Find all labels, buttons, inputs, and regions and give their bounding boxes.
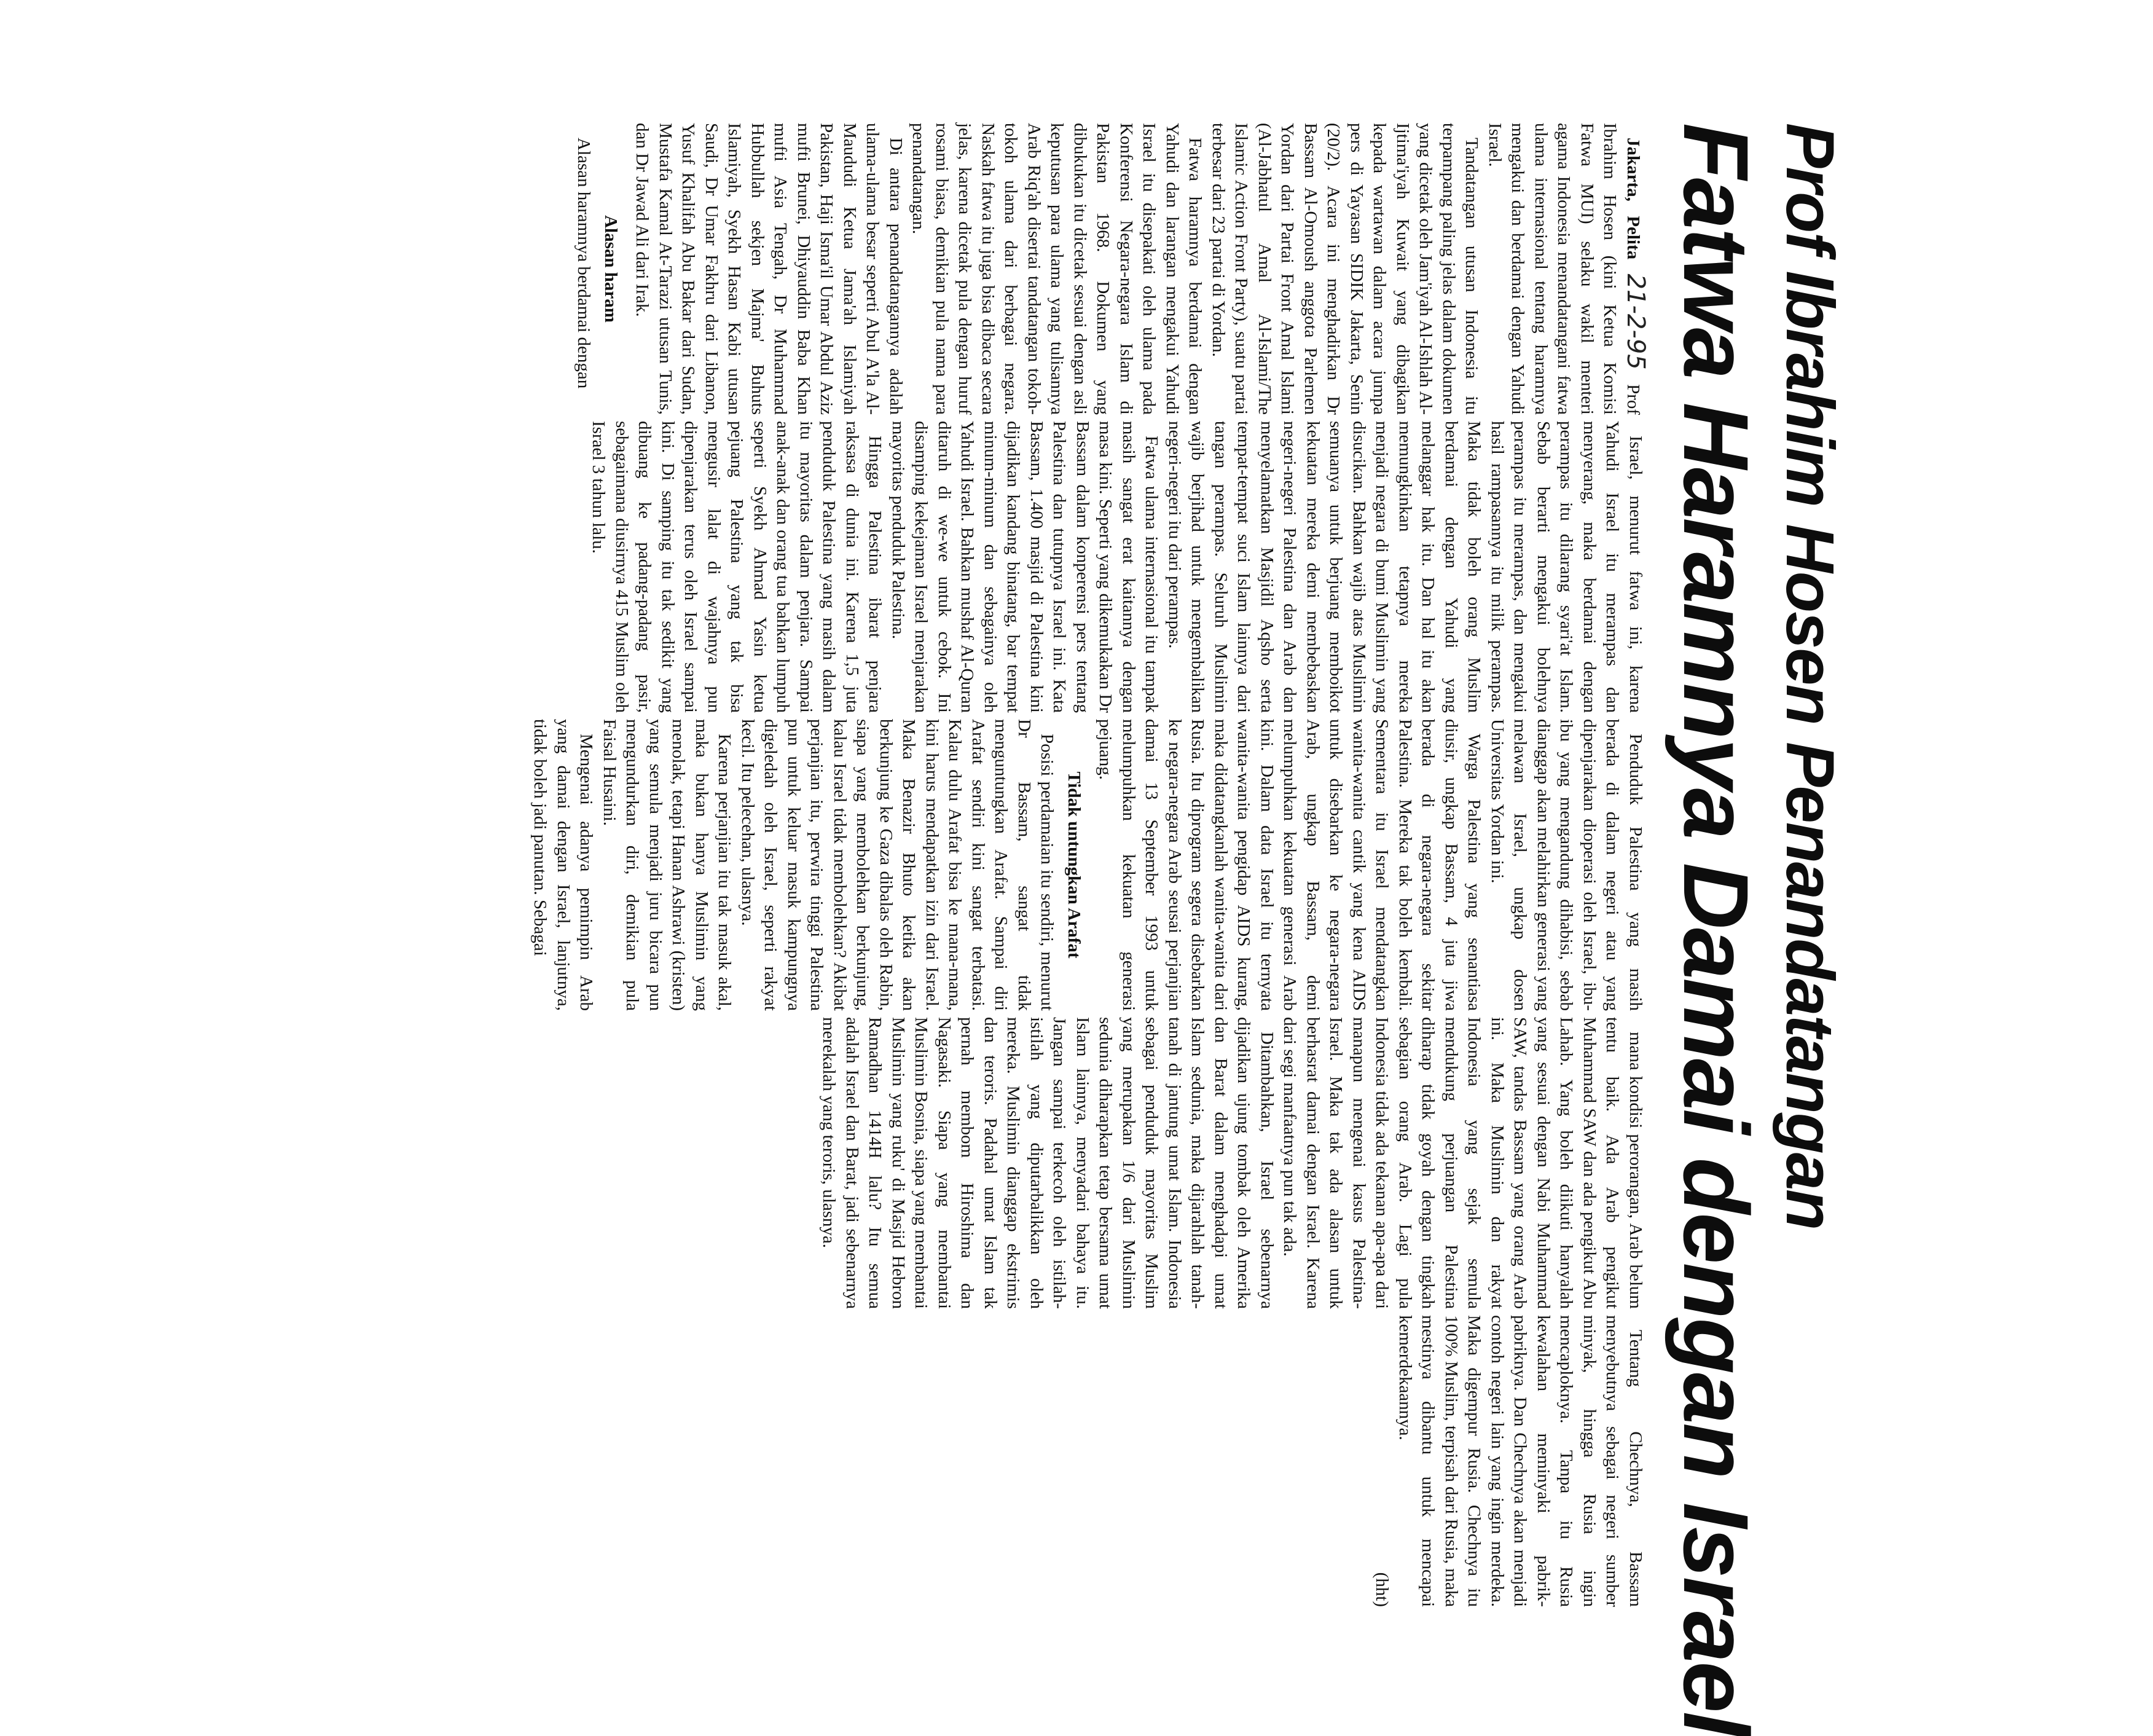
- article-column-3: [530, 719, 1647, 1011]
- paragraph: Tandatangan utusan Indonesia itu terpampang paling jelas dalam dokumen yang dicetak oleh Jam'iyah Al-Ishlah Al-Ijtima'iyah Kuwait yang dibagikan kepada wartawan dalam acara jumpa pers di Yayasan SIDIK Jakarta, Senin (20/2). Acara ini menghadirkan Dr Bassam Al-Omoush anggota Parlemen Yordan dari Partai Front Amal Islami (Al-Jabhatul Amal Al-Islami/The Islamic Action Front Party), suatu partai terbesar dari 23 partai di Yordan.: [1209, 123, 1482, 415]
- paragraph: Penduduk Palestina yang masih berada di dalam negeri atau yang dipenjarakan dioperasi oleh Israel, ibu-ibu yang mengandung dihabisi, sebab dianggap akan melahirkan generasi yang melawan Israel, ungkap dosen Universitas Yordan ini.: [1488, 719, 1645, 1011]
- paragraph: Alasan haramnya berdamai dengan: [574, 138, 594, 389]
- subhead-tidak-untungkan-arafat: Tidak untungkan Arafat: [1064, 771, 1084, 959]
- paragraph: Fatwa ulama internasional itu tampak masih sangat erat kaitannya dengan masa kini. Seperti yang dikemukakan Dr Bassam dalam konperensi pers tentang Palestina dan tutupnya Israel ini. Kata Bassam, 1.400 masjid di Palestina kini dijadikan kandang binatang, bar tempat minum-minum dan sebagainya oleh Yahudi Israel. Bahkan mushaf Al-Quran ditaruh di we-we untuk cebok. Ini disamping kekejaman Israel menjarakan mayoritas penduduk Palestina.: [888, 421, 1162, 713]
- paragraph: Posisi perdamaian itu sendiri, menurut Dr Bassam, sangat tidak menguntungkan Arafat. Sampai diri Arafat sendiri kini sangat terbatasi. Kalau dulu Arafat bisa ke mana-mana, kini harus mendapatkan izin dari Israel. Maka Benazir Bhuto ketika akan berkunjung ke Gaza dibalas oleh Rabin, siapa yang membolehkan berkunjung, kalau Israel tidak membolehkan? Akibat perjanjian itu, perwira tinggi Palestina pun untuk keluar masuk kampungnya digeledah oleh Israel, seperti rakyat kecil. Itu pelecehan, ulasnya.: [738, 719, 1057, 1011]
- author-signoff: (hht): [1372, 1572, 1392, 1607]
- article-column-1: [574, 123, 1650, 415]
- article-column-2: [575, 421, 1647, 713]
- paragraph: Di antara penandatangannya adalah ulama-ulama besar seperti Abul A'la Al-Maududi Ketua Jama'ah Islamiyah Pakistan, Haji Isma'il Umar Abdul Aziz mufti Brunei, Dhiyauddin Baba Khan mufti Asia Tengah, Dr Muhammad Hubbullah sekjen Majma' Buhuts Islamiyah, Syekh Hasan Kabi utusan Saudi, Dr Umar Fakhru dari Libanon, Yusuf Khalifah Abu Bakar dari Sudan, Mustafa Kamal At-Tarazi utusan Tunis, dan Dr Jawad Ali dari Irak.: [632, 123, 906, 415]
- article-column-4: [575, 1017, 1647, 1309]
- paragraph: mana kondisi perorangan, Arab belum tentu baik. Ada Arab pengikut Muhammad SAW dan ada pengikut Abu Lahab. Yang boleh diikuti hanyalah yang sesuai dengan Nabi Muhammad SAW, tandas Bassam yang orang Arab ini. Maka Muslimin dan rakyat Indonesia yang sejak semula mendukung perjuangan Palestina diharap tidak goyah dengan tingkah sebagian orang Arab. Lagi pula Indonesia tidak ada tekanan apa-apa dari manapun mengenai kasus Palestina-Israel. Maka tak ada alasan untuk berhasrat damai dengan Israel. Karena dari segi manfaatnya pun tak ada.: [1280, 1017, 1645, 1309]
- lead-paragraph: [1483, 123, 1650, 415]
- paragraph: Tentang Chechnya, Bassam menyebutnya sebagai negeri sumber minyak, hingga Rusia ingin mencaploknya. Tanpa itu Rusia kewalahan meminyaki pabrik-pabriknya. Dan Chechnya akan menjadi contoh negeri lain yang ingin merdeka. Maka digempur Rusia. Chechnya itu 100% Muslim, terpisah dari Rusia, maka mestinya dibantu untuk mencapai kemerdekaannya.: [1395, 1315, 1645, 1607]
- newspaper-clipping: [530, 123, 1849, 1736]
- paragraph: Karena perjanjian itu tak masuk akal, maka bukan hanya Muslimin yang menolak, tetapi Hanan Ashrawi (kristen) yang semula menjadi juru bicara pun mengundurkan diri, demikian pula Faisal Husaini.: [600, 719, 735, 1011]
- paragraph: Hingga Palestina ibarat penjara raksasa di dunia ini. Karena 1,5 juta penduduk Palestina yang masih dalam itu mayoritas dalam penjara. Sampai anak-anak dan orang tua bahkan lumpuh seperti Syekh Ahmad Yasin ketua pejuang Palestina yang tak bisa mengusir lalat di wajahnya pun dipenjarakan terus oleh Israel sampai kini. Di samping itu tak sedikit yang dibuang ke padang-padang pasir, sebagaimana diusirnya 415 Muslim oleh Israel 3 tahun lalu.: [589, 421, 885, 713]
- dateline: Jakarta, Pelita: [1623, 138, 1643, 260]
- signoff-line: [1370, 1315, 1394, 1607]
- article-headline: Fatwa Haramnya Damai dengan Israel: [1665, 123, 1768, 1736]
- paragraph: Warga Palestina yang senantiasa diusir, ungkap Bassam, 4 juta jiwa berada di negara-negara sekitar Palestina. Mereka tak boleh kembali. Sementara itu Israel mendatangkan wanita-wanita cantik yang kena AIDS untuk disebarkan ke negara-negara Arab, ungkap Bassam, demi melumpuhkan kekuatan generasi Arab kini. Dalam data Israel itu ternyata wanita-wanita pengidap AIDS kurang, maka didatangkanlah wanita-wanita dari Rusia. Itu diprogram segera disebarkan ke negara-negara Arab seusai perjanjian damai 13 September 1993 untuk melumpuhkan kekuatan generasi pejuang.: [1096, 719, 1484, 1011]
- paragraph-text: Prof Ibrahim Hosen (kini Ketua Komisi Fatwa MUI) selaku wakil menteri agama Indonesia menandatangani fatwa ulama internasional tentang haramnya mengakui dan berdamai dengan Yahudi Israel.: [1485, 123, 1643, 415]
- article-kicker: Prof Ibrahim Hosen Penandatangan: [1772, 123, 1848, 1230]
- paragraph: Israel, menurut fatwa ini, karena Yahudi Israel itu merampas dan menyerang, maka berdamai dengan perampas itu dilarang syari'at Islam. Sebab berarti mengakui bolehnya perampas itu merampas, dan mengakui hasil rampasannya itu milik perampas. Maka tidak boleh orang Muslim berdamai dengan Yahudi yang melanggar hak itu. Dan hal itu akan memungkinkan tetapnya mereka menjadi negara di bumi Muslimin yang disucikan. Bahkan wajib atas Muslimin semuanya untuk berjuang memboikot kekuatan mereka demi membebaskan negeri-negeri Palestina dan Arab dan menyelamatkan Masjidil Aqsho serta tempat-tempat suci Islam lainnya dari tangan perampas. Seluruh Muslimin wajib berjihad untuk mengembalikan negeri-negeri itu dari perampas.: [1165, 421, 1645, 713]
- paragraph: Fatwa haramnya berdamai dengan Yahudi dan larangan mengakui Yahudi Israel itu disepakati oleh ulama pada Konferensi Negara-negara Islam di Pakistan 1968. Dokumen yang dibukukan itu dicetak sesuai dengan asli keputusan para ulama yang tulisannya Arab Riq'ah disertai tandatangan tokoh-tokoh ulama dari berbagai negara. Naskah fatwa itu juga bisa dibaca secara jelas, karena dicetak pula dengan huruf rosami biasa, demikian pula nama para penandatangan.: [909, 123, 1206, 415]
- handwritten-date: 21-2-95: [1622, 273, 1650, 370]
- subhead-alasan-haram: Alasan haram: [601, 215, 621, 323]
- paragraph: Ditambahkan, Israel sebenarnya dijadikan ujung tombak oleh Amerika dan Barat dalam menghadapi umat Islam sedunia, maka dijarahlah tanah-tanah di jantung umat Islam. Indonesia sebagai penduduk mayoritas Muslim yang merupakan 1/6 dari Muslimin sedunia diharapkan tetap bersama umat Islam lainnya, menyadari bahaya itu. Jangan sampai terkecoh oleh istilah-istilah yang diputarbalikkan oleh mereka. Muslimin dianggap ekstrimis dan teroris. Padahal umat Islam tak pernah membom Hiroshima dan Nagasaki. Siapa yang membantai Muslimin Bosnia, siapa yang membantai Muslimin yang ruku' di Masjid Hebron Ramadhan 1414H lalu? Itu semua adalah Israel dan Barat, jadi sebenarnya merekalah yang teroris, ulasnya.: [819, 1017, 1277, 1309]
- paragraph: Mengenai adanya pemimpin Arab yang damai dengan Israel, lanjutnya, tidak boleh jadi panutan. Sebagai: [530, 719, 597, 1011]
- article-column-5: [575, 1315, 1647, 1607]
